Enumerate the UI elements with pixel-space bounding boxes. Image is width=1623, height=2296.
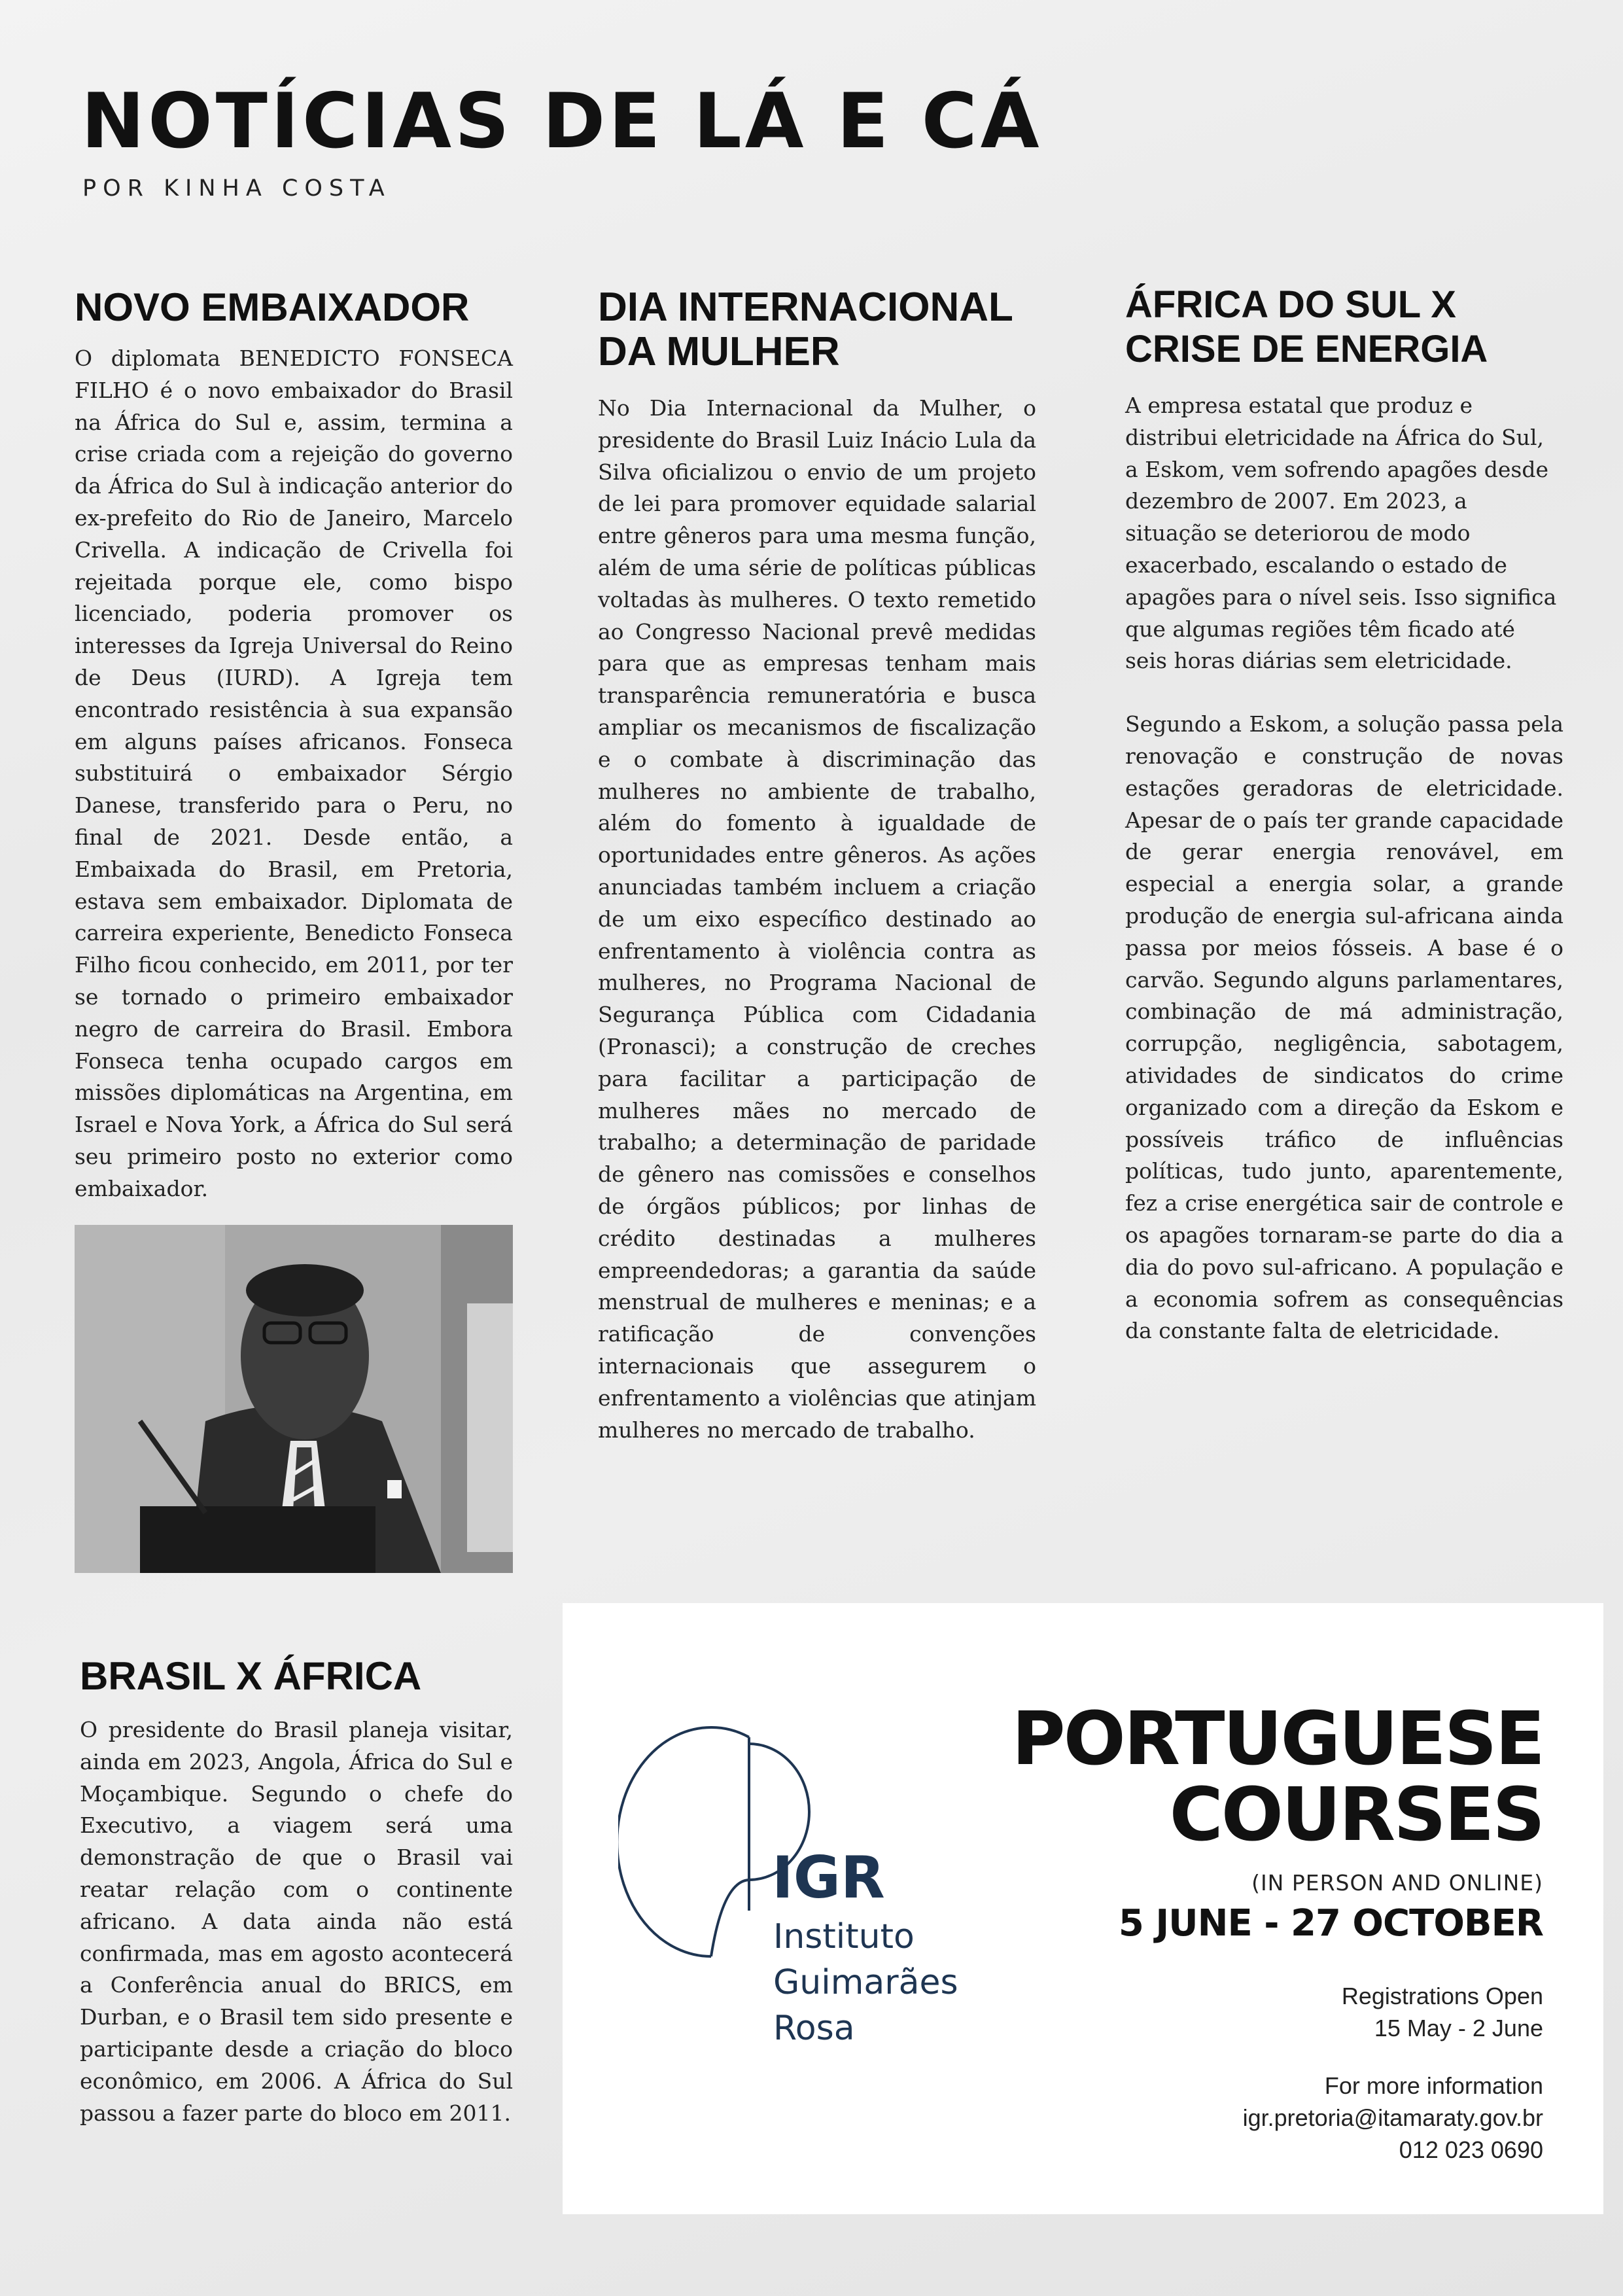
contact-phone: 012 023 0690	[1399, 2136, 1543, 2163]
article-paragraph: A empresa estatal que produz e distribui eletricidade na África do Sul, a Eskom, vem sofrendo apagões desde dezembro de 2007. Em 2023, a situação se deteriorou de modo exacerbado, escalando o estado de apagões para o nível seis. Isso significa que algumas regiões têm ficado até seis horas diárias sem eletricidade.	[1125, 393, 1557, 674]
article-headline-line1: ÁFRICA DO SUL X	[1125, 283, 1456, 326]
igr-logo-name-line1: Instituto	[773, 1917, 915, 1956]
registrations-label: Registrations Open	[1341, 1983, 1543, 2009]
article-headline: NOVO EMBAIXADOR	[75, 285, 470, 329]
article-body: O diplomata BENEDICTO FONSECA FILHO é o novo embaixador do Brasil na África do Sul e, assim, termina a crise criada com a rejeição do governo da África do Sul à indicação anterior do ex-prefeito do Rio de Janeiro, Marcelo Crivella. A indicação de Crivella foi rejeitada porque ele, como bispo licenciado, poderia promover os interesses da Igreja Universal do Reino de Deus (IURD). A Igreja tem encontrado resistência à sua expansão em alguns países africanos. Fonseca substituirá o embaixador Sérgio Danese, transferido para o Peru, no final de 2021. Desde então, a Embaixada do Brasil, em Pretoria, estava sem embaixador. Diplomata de carreira experiente, Benedicto Fonseca Filho ficou conhecido, em 2011, por ter se tornado o primeiro embaixador negro de carreira do Brasil. Embora Fonseca tenha ocupado cargos em missões diplomáticas na Argentina, em Israel e Nova York, a África do Sul será seu primeiro posto no exterior como embaixador.	[75, 345, 513, 1201]
ad-registrations	[1342, 1980, 1543, 2044]
ambassador-photo-illustration	[75, 1225, 513, 1573]
article-headline-line2: CRISE DE ENERGIA	[1125, 328, 1488, 370]
article-headline-line1: DIA INTERNACIONAL	[598, 285, 1013, 330]
ad-contact	[1243, 2070, 1543, 2166]
registrations-dates: 15 May - 2 June	[1374, 2015, 1543, 2041]
article-dia-mulher	[598, 285, 1036, 1446]
article-headline-line2: DA MULHER	[598, 329, 840, 374]
article-paragraph: Segundo a Eskom, a solução passa pela renovação e construção de novas estações geradoras de eletricidade. Apesar de o país ter grande capacidade de gerar energia renovável, em especial a energia solar, a grande produção de energia sul-africana ainda passa por meios fósseis. A base é o carvão. Segundo alguns parlamentares, combinação de má administração, corrupção, negligência, sabotagem, atividades de sindicatos do crime organizado com a direção da Eskom e possíveis tráfico de influências políticas, tudo junto, aparentemente, fez a crise energética sair de controle e os apagões tornaram-se parte do dia a dia do povo sul-africano. A população e a economia sofrem as consequências da constante falta de eletricidade.	[1125, 711, 1563, 1344]
article-body: No Dia Internacional da Mulher, o presidente do Brasil Luiz Inácio Lula da Silva oficializou o envio de um projeto de lei para promover equidade salarial entre gêneros para uma mesma função, além de uma série de políticas públicas voltadas às mulheres. O texto remetido ao Congresso Nacional prevê medidas para que as empresas tenham mais transparência remuneratória e busca ampliar os mecanismos de fiscalização e o combate à discriminação das mulheres no ambiente de trabalho, além do fomento à igualdade de oportunidades entre gêneros. As ações anunciadas também incluem a criação de um eixo específico destinado ao enfrentamento à violência contra as mulheres, no Programa Nacional de Segurança Pública com Cidadania (Pronasci); a construção de creches para facilitar a participação de mulheres mães no mercado de trabalho; a determinação de paridade de gênero nas comissões e conselhos de órgãos públicos; por linhas de crédito destinadas a mulheres empreendedoras; a garantia da saúde menstrual de mulheres e meninas; e a ratificação de convenções internacionais que assegurem o enfrentamento a violências que atinjam mulheres no mercado de trabalho.	[598, 395, 1036, 1443]
igr-logo	[618, 1718, 985, 2084]
igr-logo-name-line2: Guimarães	[773, 1963, 958, 2002]
ambassador-photo	[75, 1225, 513, 1573]
ad-title	[1011, 1697, 1543, 1858]
article-headline	[1125, 283, 1563, 372]
igr-logo-name-line3: Rosa	[773, 2009, 855, 2048]
page-title: NOTÍCIAS DE LÁ E CÁ	[81, 77, 1043, 166]
igr-logo-abbreviation: IGR	[772, 1844, 885, 1911]
article-headline	[598, 285, 1036, 374]
article-headline: BRASIL X ÁFRICA	[80, 1654, 422, 1698]
article-novo-embaixador	[75, 285, 513, 1205]
ad-title-line2: COURSES	[1169, 1773, 1543, 1858]
article-brasil-africa	[80, 1654, 513, 2129]
ad-course-dates: 5 JUNE - 27 OCTOBER	[1118, 1902, 1543, 1945]
course-advertisement	[563, 1603, 1603, 2214]
contact-label: For more information	[1324, 2072, 1543, 2099]
igr-logo-name	[773, 1914, 958, 2051]
article-body: O presidente do Brasil planeja visitar, ainda em 2023, Angola, África do Sul e Moçambique. Segundo o chefe do Executivo, a viagem será uma demonstração de que o Brasil vai reatar relação com o continente africano. A data ainda não está confirmada, mas em agosto acontecerá a Conferência anual do BRICS, em Durban, e o Brasil tem sido presente e participante desde a criação do bloco econômico, em 2006. A África do Sul passou a fazer parte do bloco em 2011.	[80, 1717, 513, 2126]
ad-subtitle: (IN PERSON AND ONLINE)	[1251, 1870, 1543, 1896]
article-crise-energia	[1125, 283, 1563, 1347]
byline: POR KINHA COSTA	[82, 175, 391, 202]
contact-email-link[interactable]: igr.pretoria@itamaraty.gov.br	[1242, 2104, 1543, 2131]
ad-title-line1: PORTUGUESE	[1011, 1697, 1543, 1782]
